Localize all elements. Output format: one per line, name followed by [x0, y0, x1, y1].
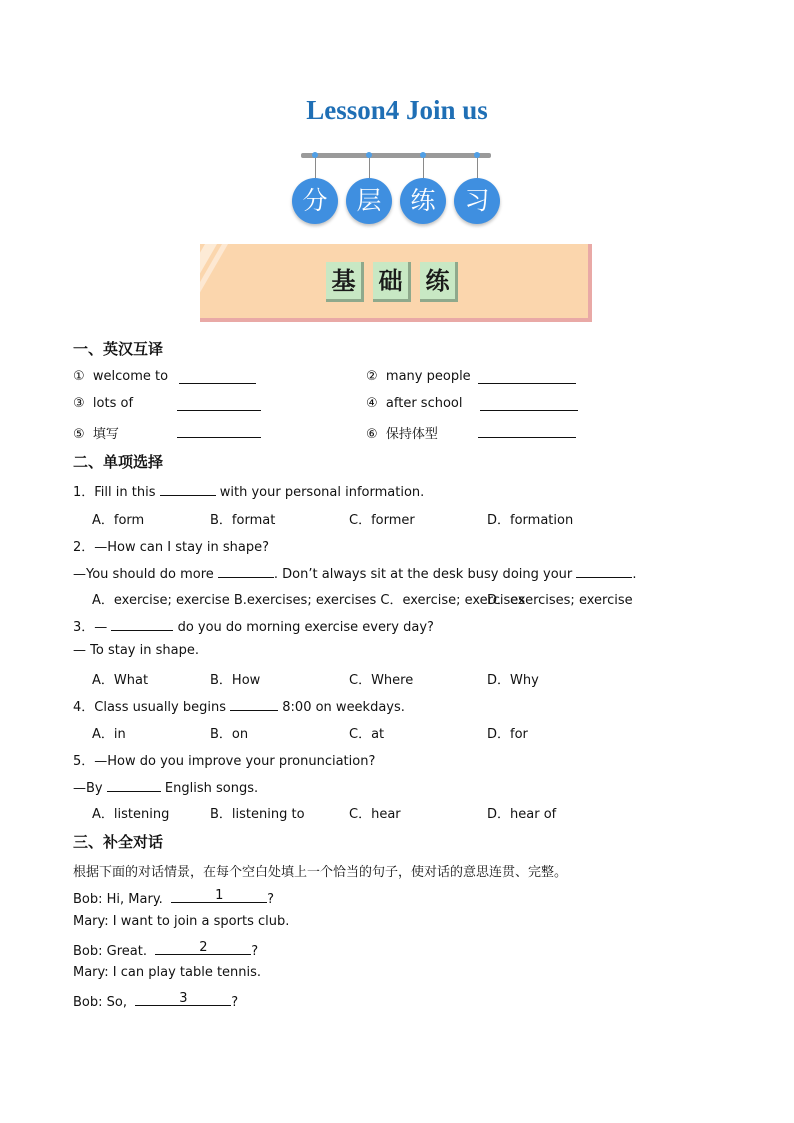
answer-blank[interactable] — [218, 563, 274, 578]
option-c[interactable]: C．hear — [349, 807, 401, 822]
item-mark: ④ — [366, 396, 378, 411]
option-c[interactable]: C．Where — [349, 673, 414, 688]
badge-string — [369, 158, 370, 178]
option-d[interactable]: D．Why — [487, 673, 539, 688]
question-text: 1．Fill in this — [73, 485, 156, 500]
answer-blank[interactable] — [177, 410, 261, 411]
dialogue-text: ? — [231, 995, 239, 1010]
dialogue-line-5 — [73, 991, 238, 1010]
option-a[interactable]: A．What — [92, 673, 149, 688]
option-d[interactable]: D．exercises; exercise — [487, 593, 633, 608]
item-text: many people — [385, 369, 471, 384]
question-text: . Don’t always sit at the desk busy doing your — [273, 567, 573, 582]
item-text: after school — [385, 396, 463, 411]
option-d[interactable]: D．for — [487, 727, 528, 742]
answer-blank[interactable] — [478, 437, 576, 438]
question-3 — [73, 616, 434, 635]
vocab-item-3 — [73, 396, 133, 411]
answer-blank[interactable] — [179, 383, 256, 384]
question-4 — [73, 696, 405, 715]
dialogue-text: Bob: So, — [73, 995, 127, 1010]
blank-number: 1 — [215, 888, 224, 903]
badge-string — [423, 158, 424, 178]
question-text: 4．Class usually begins — [73, 700, 226, 715]
question-text: do you do morning exercise every day? — [177, 620, 434, 635]
vocab-item-5 — [73, 423, 119, 442]
vocab-item-4 — [366, 396, 463, 411]
option-b[interactable]: B．format — [210, 513, 276, 528]
banner-tile-chu: 础 — [373, 262, 411, 302]
answer-blank[interactable] — [478, 383, 576, 384]
answer-blank[interactable] — [111, 616, 173, 631]
item-text: 保持体型 — [385, 427, 438, 442]
item-mark: ③ — [73, 396, 85, 411]
dialogue-line-1 — [73, 888, 274, 907]
answer-blank[interactable] — [107, 777, 161, 792]
item-mark: ① — [73, 369, 85, 384]
question-5-response — [73, 777, 258, 796]
answer-blank[interactable] — [135, 991, 231, 1006]
question-3-response: — To stay in shape. — [73, 643, 199, 658]
blank-number: 2 — [199, 940, 208, 955]
dialogue-text: ? — [267, 892, 274, 907]
option-c[interactable]: C．at — [349, 727, 385, 742]
option-b[interactable]: B．How — [210, 673, 261, 688]
answer-blank[interactable] — [576, 563, 632, 578]
badge-fen: 分 — [292, 178, 338, 224]
item-mark: ② — [366, 369, 378, 384]
vocab-item-6 — [366, 423, 438, 442]
answer-blank[interactable] — [155, 940, 251, 955]
dialogue-line-3 — [73, 940, 258, 959]
badge-string — [315, 158, 316, 178]
section1-heading: 一、英汉互译 — [73, 340, 164, 358]
question-2-response — [73, 563, 637, 582]
dialogue-text: Bob: Great. — [73, 944, 147, 959]
answer-blank[interactable] — [230, 696, 278, 711]
question-text: with your personal information. — [219, 485, 425, 500]
section3-heading: 三、补全对话 — [73, 833, 164, 851]
question-text: —By — [73, 781, 103, 796]
question-text: . — [632, 567, 637, 582]
badge-ceng: 层 — [346, 178, 392, 224]
item-mark: ⑥ — [366, 427, 378, 442]
page-title: Lesson4 Join us — [306, 95, 488, 125]
vocab-item-1 — [73, 369, 168, 384]
question-text: 3．— — [73, 620, 108, 635]
question-text: —You should do more — [73, 567, 214, 582]
dialogue-line-2: Mary: I want to join a sports club. — [73, 914, 290, 929]
option-b[interactable]: B．on — [210, 727, 249, 742]
item-mark: ⑤ — [73, 427, 85, 442]
option-a[interactable]: A．form — [92, 513, 145, 528]
section2-heading: 二、单项选择 — [73, 453, 164, 471]
section3-instruction: 根据下面的对话情景，在每个空白处填上一个恰当的句子，使对话的意思连贯、完整。 — [73, 865, 568, 880]
option-d[interactable]: D．hear of — [487, 807, 557, 822]
item-text: 填写 — [92, 427, 119, 442]
dialogue-text: ? — [251, 944, 259, 959]
blank-number: 3 — [179, 991, 188, 1006]
option-a[interactable]: A．listening — [92, 807, 170, 822]
option-a[interactable]: A．in — [92, 727, 126, 742]
badge-string — [477, 158, 478, 178]
question-text: English songs. — [164, 781, 259, 796]
banner-tile-lian: 练 — [420, 262, 458, 302]
question-text: 8:00 on weekdays. — [282, 700, 405, 715]
banner-tile-ji: 基 — [326, 262, 364, 302]
answer-blank[interactable] — [171, 888, 267, 903]
option-c[interactable]: C．former — [349, 513, 415, 528]
item-text: welcome to — [92, 369, 169, 384]
dialogue-text: Bob: Hi, Mary. — [73, 892, 163, 907]
vocab-item-2 — [366, 369, 471, 384]
dialogue-line-4: Mary: I can play table tennis. — [73, 965, 262, 980]
item-text: lots of — [92, 396, 134, 411]
answer-blank[interactable] — [160, 481, 216, 496]
answer-blank[interactable] — [480, 410, 578, 411]
badge-lian: 练 — [400, 178, 446, 224]
badge-xi: 习 — [454, 178, 500, 224]
question-5: 5．—How do you improve your pronunciation? — [73, 754, 376, 769]
question-1 — [73, 481, 424, 500]
question-2: 2．—How can I stay in shape? — [73, 540, 269, 555]
answer-blank[interactable] — [177, 437, 261, 438]
option-b[interactable]: B．listening to — [210, 807, 305, 822]
option-d[interactable]: D．formation — [487, 513, 574, 528]
badge-rail — [301, 153, 491, 158]
option-a-b-c[interactable]: A．exercise; exercise B.exercises; exercises C．exercise; exercises — [92, 593, 526, 608]
